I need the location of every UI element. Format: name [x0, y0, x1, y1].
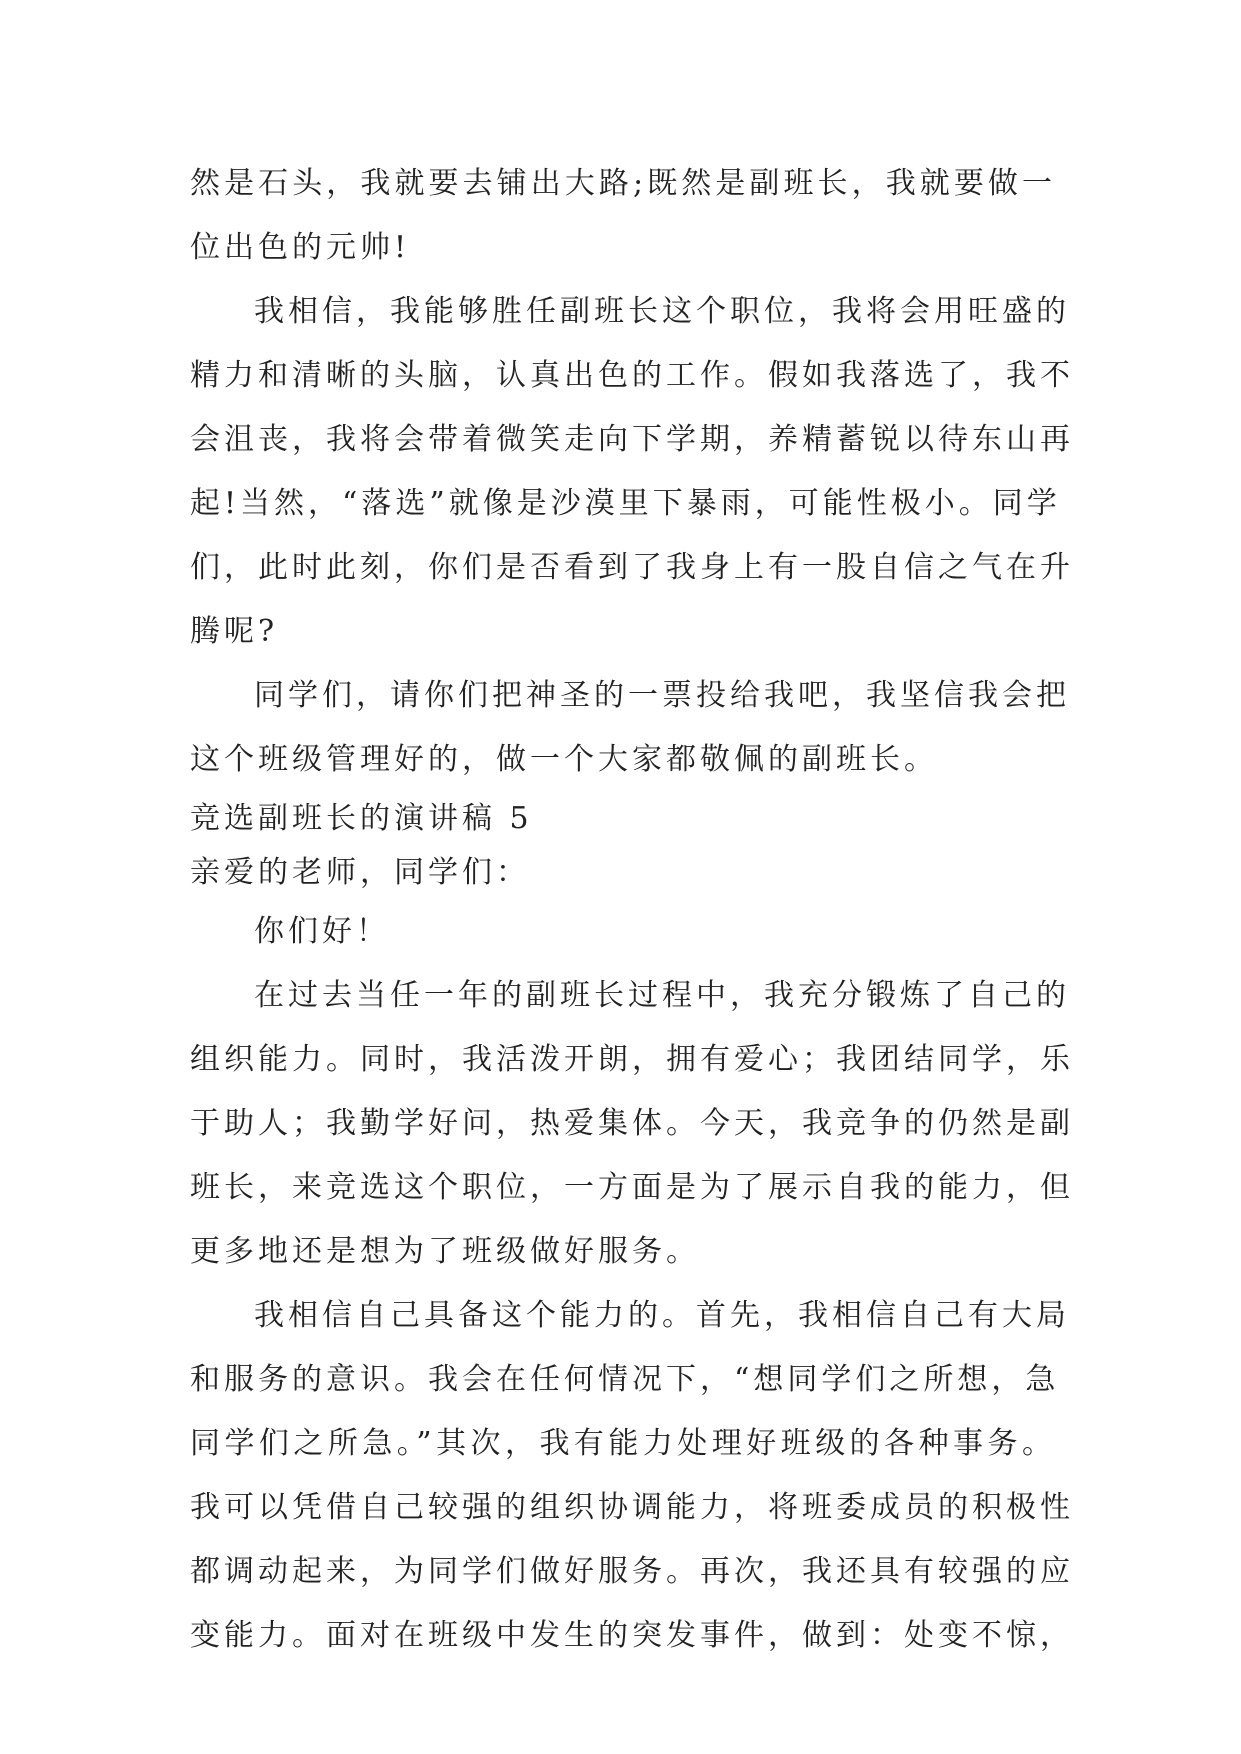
text-line: 于助人；我勤学好问，热爱集体。今天，我竞争的仍然是副: [190, 1106, 1074, 1141]
text-line: 腾呢?: [190, 614, 279, 649]
text-line: 我相信，我能够胜任副班长这个职位，我将会用旺盛的: [254, 294, 1070, 329]
text-line: 同学们，请你们把神圣的一票投给我吧，我坚信我会把: [254, 678, 1070, 713]
text-line: 组织能力。同时，我活泼开朗，拥有爱心；我团结同学，乐: [190, 1042, 1074, 1077]
text-line: 都调动起来，为同学们做好服务。再次，我还具有较强的应: [190, 1554, 1074, 1589]
text-line: 在过去当任一年的副班长过程中，我充分锻炼了自己的: [254, 978, 1070, 1013]
section-heading: [190, 792, 1056, 846]
paragraph-1: [190, 152, 1056, 280]
text-line: 变能力。面对在班级中发生的突发事件，做到：处变不惊，: [190, 1618, 1074, 1653]
text-line: 和服务的意识。我会在任何情况下，“想同学们之所想，急: [190, 1362, 1060, 1397]
paragraph-2: [190, 280, 1074, 664]
text-line: 我可以凭借自己较强的组织协调能力，将班委成员的积极性: [190, 1490, 1074, 1525]
text-line: 同学们之所急。”其次，我有能力处理好班级的各种事务。: [190, 1426, 1056, 1461]
paragraph-4: [190, 964, 1074, 1284]
text-line: 这个班级管理好的，做一个大家都敬佩的副班长。: [190, 742, 938, 777]
text-line: 们，此时此刻，你们是否看到了我身上有一股自信之气在升: [190, 550, 1074, 585]
text-line: 起!当然，“落选”就像是沙漠里下暴雨，可能性极小。同学: [190, 486, 1061, 521]
paragraph-3: [190, 664, 1070, 792]
salutation: [190, 846, 1056, 900]
paragraph-5: [190, 1284, 1074, 1668]
text-line: 会沮丧，我将会带着微笑走向下学期，养精蓄锐以待东山再: [190, 422, 1074, 457]
salutation-text: 亲爱的老师，同学们：: [190, 855, 530, 890]
heading-text: 竞选副班长的演讲稿 5: [190, 801, 533, 836]
text-line: 更多地还是想为了班级做好服务。: [190, 1234, 700, 1269]
text-line: 位出色的元帅!: [190, 230, 411, 265]
document-body: [190, 152, 1074, 1668]
greeting-text: 你们好！: [254, 914, 390, 949]
text-line: 精力和清晰的头脑，认真出色的工作。假如我落选了，我不: [190, 358, 1074, 393]
greeting: [190, 900, 1056, 964]
text-line: 班长，来竞选这个职位，一方面是为了展示自我的能力，但: [190, 1170, 1074, 1205]
text-line: 我相信自己具备这个能力的。首先，我相信自己有大局: [254, 1298, 1070, 1333]
text-line: 然是石头，我就要去铺出大路;既然是副班长，我就要做一: [190, 166, 1056, 201]
